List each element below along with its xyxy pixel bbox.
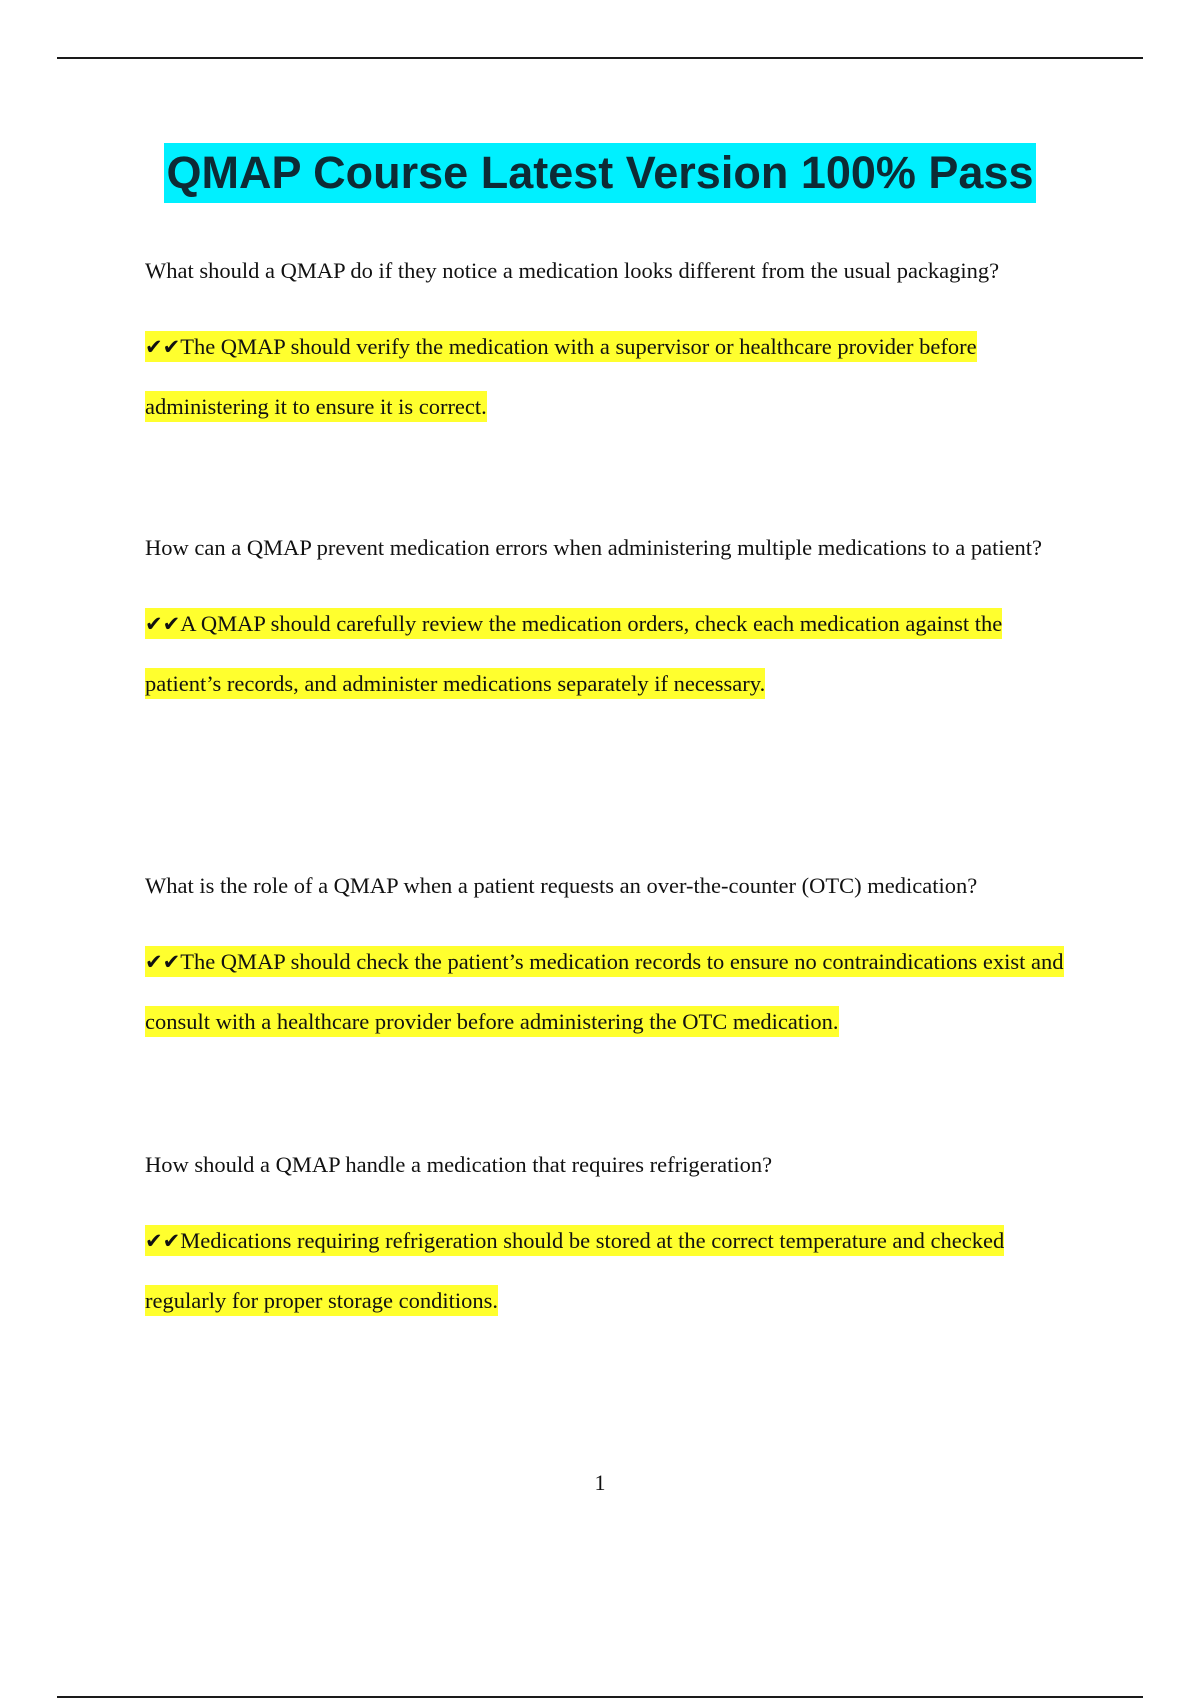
top-rule <box>57 57 1143 59</box>
bottom-rule <box>57 1696 1143 1698</box>
answer-body: The QMAP should check the patient’s medication records to ensure no contraindications exist and consult with a healthcare provider before administering the OTC medication. <box>145 949 1064 1034</box>
checkmark-icon: ✔✔ <box>145 335 181 359</box>
qa-item <box>145 1137 1080 1331</box>
answer-highlight <box>145 1225 1004 1316</box>
question-text: What should a QMAP do if they notice a medication looks different from the usual packaging? <box>145 258 1000 283</box>
qa-item <box>145 520 1080 714</box>
answer-highlight <box>145 946 1064 1037</box>
answer-text <box>145 932 1080 1052</box>
title-text: QMAP Course Latest Version 100% Pass <box>164 143 1035 203</box>
answer-body: A QMAP should carefully review the medication orders, check each medication against the patient’s records, and administer medications separately if necessary. <box>145 611 1003 696</box>
question-text: What is the role of a QMAP when a patient requests an over-the-counter (OTC) medication? <box>145 873 978 898</box>
answer-body: Medications requiring refrigeration should be stored at the correct temperature and checked regularly for proper storage conditions. <box>145 1228 1005 1313</box>
checkmark-icon: ✔✔ <box>145 950 181 974</box>
qa-item <box>145 243 1080 437</box>
question-text: How should a QMAP handle a medication that requires refrigeration? <box>145 1152 773 1177</box>
answer-text <box>145 317 1080 437</box>
page-title <box>0 143 1200 203</box>
checkmark-icon: ✔✔ <box>145 612 181 636</box>
checkmark-icon: ✔✔ <box>145 1229 181 1253</box>
answer-text <box>145 1211 1080 1331</box>
page-number: 1 <box>594 1470 606 1495</box>
qa-item <box>145 858 1080 1052</box>
answer-text <box>145 594 1080 714</box>
question-text: How can a QMAP prevent medication errors when administering multiple medications to a patient? <box>145 535 1043 560</box>
answer-highlight <box>145 331 977 422</box>
answer-highlight <box>145 608 1002 699</box>
answer-body: The QMAP should verify the medication with a supervisor or healthcare provider before administering it to ensure it is correct. <box>145 334 977 419</box>
